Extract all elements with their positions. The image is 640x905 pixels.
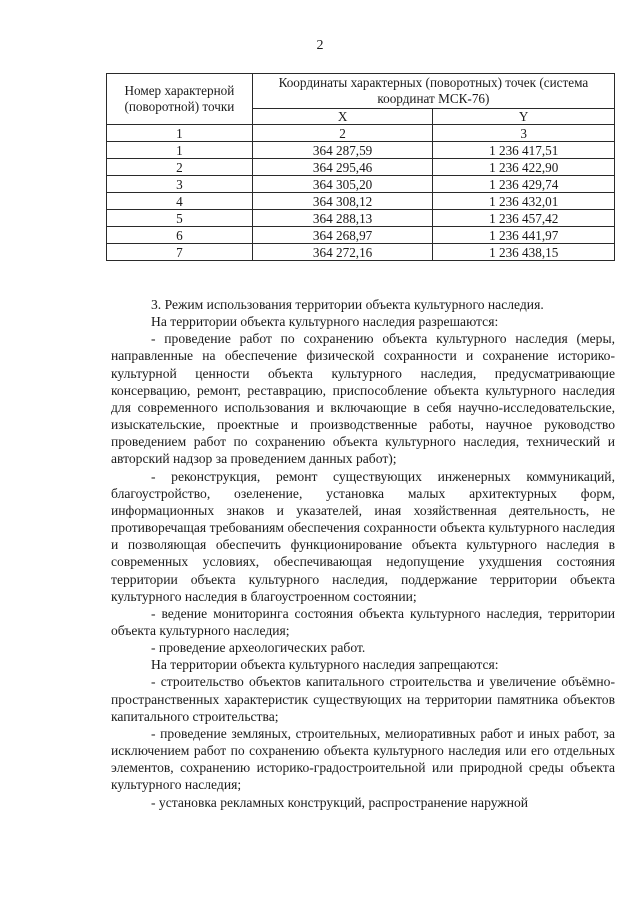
x-cell: 364 268,97: [252, 227, 433, 244]
x-cell: 364 295,46: [252, 159, 433, 176]
table-row: [107, 210, 615, 227]
table-cell: 3: [433, 125, 615, 142]
y-cell: 1 236 417,51: [433, 142, 615, 159]
y-cell: 1 236 457,42: [433, 210, 615, 227]
y-cell: 1 236 438,15: [433, 244, 615, 261]
y-cell: 1 236 441,97: [433, 227, 615, 244]
coordinates-table: [106, 73, 615, 261]
header-x: X: [252, 108, 433, 124]
point-number-cell: 5: [107, 210, 253, 227]
point-number-cell: 7: [107, 244, 253, 261]
x-cell: 364 308,12: [252, 193, 433, 210]
point-number-cell: 6: [107, 227, 253, 244]
page-number: 2: [316, 38, 324, 53]
table-cell: 2: [252, 125, 433, 142]
point-number-cell: 2: [107, 159, 253, 176]
table-row: [107, 227, 615, 244]
x-cell: 364 272,16: [252, 244, 433, 261]
point-number-cell: 1: [107, 142, 253, 159]
section-heading: 3. Режим использования территории объекта культурного наследия.: [151, 297, 544, 312]
y-cell: 1 236 432,01: [433, 193, 615, 210]
header-point-number: Номер характерной (поворотной) точки: [107, 74, 253, 125]
list-item: - реконструкция, ремонт существующих инженерных коммуникаций, благоустройство, озеленение, установка малых архитектурных форм, информационных знаков и указателей, иная хозяйственная деятельность, не противоречащая требованиям обеспечения сохранности объекта культурного наследия и позволяющая обеспечить функционирование объекта культурного наследия в современных условиях, обеспечивающая недопущение ухудшения состояния территории объекта культурного наследия, поддержание территории объекта культурного наследия в благоустроенном состоянии;: [111, 468, 615, 604]
body-text: [111, 296, 615, 811]
point-number-cell: 3: [107, 176, 253, 193]
table-row: [107, 142, 615, 159]
header-y: Y: [433, 108, 615, 124]
table-row: [107, 159, 615, 176]
point-number-cell: 4: [107, 193, 253, 210]
table-index-row: [107, 125, 615, 142]
paragraph: На территории объекта культурного наследия запрещаются:: [151, 657, 499, 673]
table-row: [107, 176, 615, 193]
list-item: - установка рекламных конструкций, распространение наружной: [151, 794, 529, 810]
list-item: - строительство объектов капитального строительства и увеличение объёмно-пространственных характеристик существующих на территории памятника объектов капитального строительства;: [111, 674, 615, 724]
header-coordinates: Координаты характерных (поворотных) точек (система координат МСК-76): [252, 74, 614, 109]
list-item: - ведение мониторинга состояния объекта культурного наследия, территории объекта культурного наследия;: [111, 605, 615, 638]
table-row: [107, 193, 615, 210]
paragraph: На территории объекта культурного наследия разрешаются:: [151, 314, 499, 330]
list-item: - проведение археологических работ.: [151, 640, 366, 656]
y-cell: 1 236 429,74: [433, 176, 615, 193]
table-row: [107, 244, 615, 261]
x-cell: 364 288,13: [252, 210, 433, 227]
list-item: - проведение земляных, строительных, мелиоративных работ и иных работ, за исключением работ по сохранению объекта культурного наследия или его отдельных элементов, сохранению историко-градостроительной или природной среды объекта культурного наследия;: [111, 725, 615, 793]
y-cell: 1 236 422,90: [433, 159, 615, 176]
table-cell: 1: [107, 125, 253, 142]
x-cell: 364 305,20: [252, 176, 433, 193]
x-cell: 364 287,59: [252, 142, 433, 159]
list-item: - проведение работ по сохранению объекта культурного наследия (меры, направленные на обеспечение физической сохранности и сохранение историко-культурной ценности объекта культурного наследия, предусматривающие консервацию, ремонт, реставрацию, приспособление объекта культурного наследия для современного использования и включающие в себя научно-исследовательские, изыскательские, проектные и производственные работы, научное руководство проведением работ по сохранению объекта культурного наследия, технический и авторский надзор за проведением данных работ);: [111, 331, 615, 467]
